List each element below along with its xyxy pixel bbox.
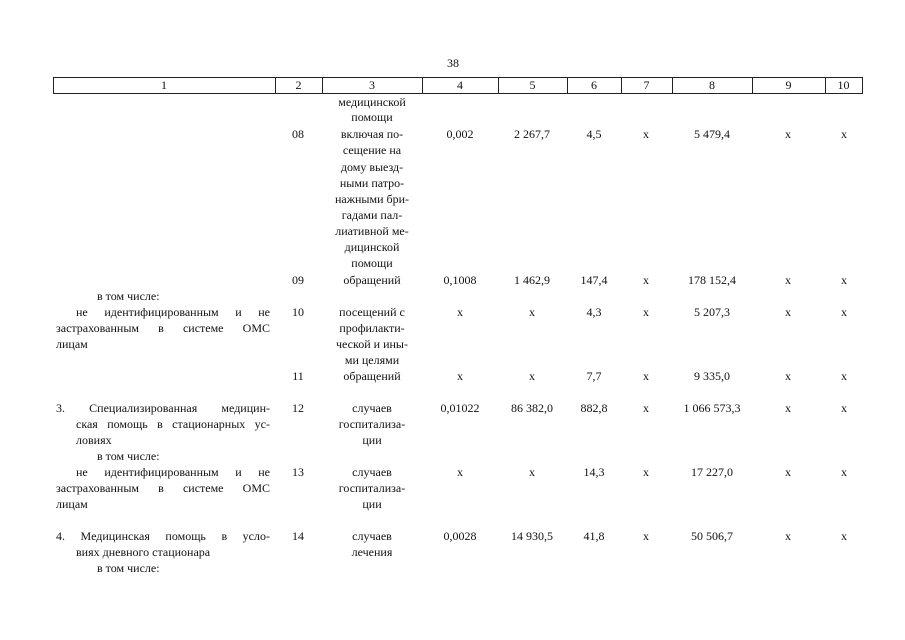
cell: 41,8 — [583, 529, 605, 543]
cell: х — [841, 529, 847, 543]
col-header: 2 — [295, 78, 302, 92]
cell: х — [841, 401, 847, 415]
header-divider — [862, 77, 863, 94]
cell: 7,7 — [586, 369, 602, 383]
cell: х — [643, 273, 649, 287]
cell: х — [841, 305, 847, 319]
unit-text: нажными бри- — [334, 192, 410, 206]
col-header: 7 — [643, 78, 650, 92]
unit-text: обращений — [343, 369, 401, 383]
cell: 5 479,4 — [694, 127, 730, 141]
row-label: не идентифицированным и не — [76, 305, 270, 319]
row-label: лицам — [56, 497, 88, 511]
unit-text: лечения — [351, 545, 393, 559]
cell: х — [785, 465, 791, 479]
cell: х — [643, 305, 649, 319]
subheading: в том числе: — [97, 449, 160, 463]
cell: 2 267,7 — [514, 127, 550, 141]
row-label: 3. Специализированная медицин- — [56, 401, 270, 415]
cell: х — [457, 369, 463, 383]
unit-text: госпитализа- — [338, 417, 406, 431]
cell: 147,4 — [580, 273, 608, 287]
col-header: 4 — [457, 78, 463, 92]
row-label: застрахованным в системе ОМС — [56, 481, 270, 495]
cell: 882,8 — [580, 401, 608, 415]
cell: х — [841, 273, 847, 287]
cell: х — [529, 305, 535, 319]
row-label: ловиях — [76, 433, 112, 447]
row-code: 13 — [292, 465, 304, 479]
cell: х — [841, 465, 847, 479]
cell: 0,002 — [446, 127, 474, 141]
page-number: 38 — [447, 56, 459, 70]
cell: х — [785, 369, 791, 383]
cell: 14,3 — [583, 465, 605, 479]
unit-text: включая по- — [340, 127, 404, 141]
row-label: лицам — [56, 337, 88, 351]
cell: 14 930,5 — [511, 529, 553, 543]
cell: х — [643, 369, 649, 383]
cell: 50 506,7 — [691, 529, 733, 543]
row-code: 14 — [292, 529, 304, 543]
row-label: виях дневного стационара — [76, 545, 211, 559]
cell: х — [457, 305, 463, 319]
unit-text: ции — [362, 497, 382, 511]
unit-text: госпитализа- — [338, 481, 406, 495]
unit-text: дицинской — [344, 240, 400, 254]
col-header: 3 — [369, 78, 375, 92]
cell: 4,5 — [586, 127, 602, 141]
unit-text: посещений с — [339, 305, 405, 319]
unit-text: ции — [362, 433, 382, 447]
cell: х — [841, 127, 847, 141]
col-header: 10 — [837, 78, 850, 92]
row-label: 4. Медицинская помощь в усло- — [56, 529, 270, 543]
unit-text: случаев — [352, 529, 392, 543]
cell: х — [643, 401, 649, 415]
cell: х — [785, 127, 791, 141]
row-label: ская помощь в стационарных ус- — [76, 417, 270, 431]
unit-text: лиативной ме- — [335, 224, 409, 238]
cell: х — [643, 127, 649, 141]
cell: 0,0028 — [443, 529, 477, 543]
subheading: в том числе: — [97, 561, 160, 575]
cell: 5 207,3 — [694, 305, 730, 319]
subheading: в том числе: — [97, 289, 160, 303]
row-code: 08 — [292, 127, 304, 141]
cell: х — [785, 529, 791, 543]
unit-text: медицинской — [338, 95, 406, 109]
cell: 9 335,0 — [694, 369, 730, 383]
cell: 1 462,9 — [514, 273, 550, 287]
col-header: 1 — [161, 78, 167, 92]
header-bottom-rule — [53, 93, 863, 94]
unit-text: ными патро- — [339, 176, 405, 190]
unit-text: сещение на — [342, 143, 402, 157]
col-header: 6 — [591, 78, 597, 92]
row-label: не идентифицированным и не — [76, 465, 270, 479]
cell: 0,01022 — [440, 401, 480, 415]
unit-text: обращений — [343, 273, 401, 287]
cell: 1 066 573,3 — [683, 401, 741, 415]
cell: 86 382,0 — [511, 401, 553, 415]
cell: 17 227,0 — [691, 465, 733, 479]
unit-text: помощи — [351, 110, 393, 124]
row-code: 11 — [292, 369, 304, 383]
cell: х — [643, 465, 649, 479]
cell: х — [529, 369, 535, 383]
cell: 4,3 — [586, 305, 602, 319]
row-code: 10 — [292, 305, 304, 319]
unit-text: гадами пал- — [341, 208, 403, 222]
cell: х — [785, 273, 791, 287]
unit-text: ми целями — [344, 353, 400, 367]
cell: х — [529, 465, 535, 479]
col-header: 5 — [529, 78, 536, 92]
cell: х — [841, 369, 847, 383]
row-label: застрахованным в системе ОМС — [56, 321, 270, 335]
cell: 178 152,4 — [688, 273, 736, 287]
row-code: 12 — [292, 401, 304, 415]
row-code: 09 — [292, 273, 304, 287]
cell: х — [785, 305, 791, 319]
cell: х — [457, 465, 463, 479]
unit-text: профилакти- — [339, 321, 405, 335]
cell: х — [785, 401, 791, 415]
unit-text: дому выезд- — [340, 160, 404, 174]
unit-text: ческой и ины- — [336, 337, 408, 351]
cell: 0,1008 — [443, 273, 477, 287]
cell: х — [643, 529, 649, 543]
unit-text: помощи — [351, 256, 393, 270]
col-header: 8 — [709, 78, 715, 92]
unit-text: случаев — [352, 465, 392, 479]
col-header: 9 — [785, 78, 792, 92]
unit-text: случаев — [352, 401, 392, 415]
